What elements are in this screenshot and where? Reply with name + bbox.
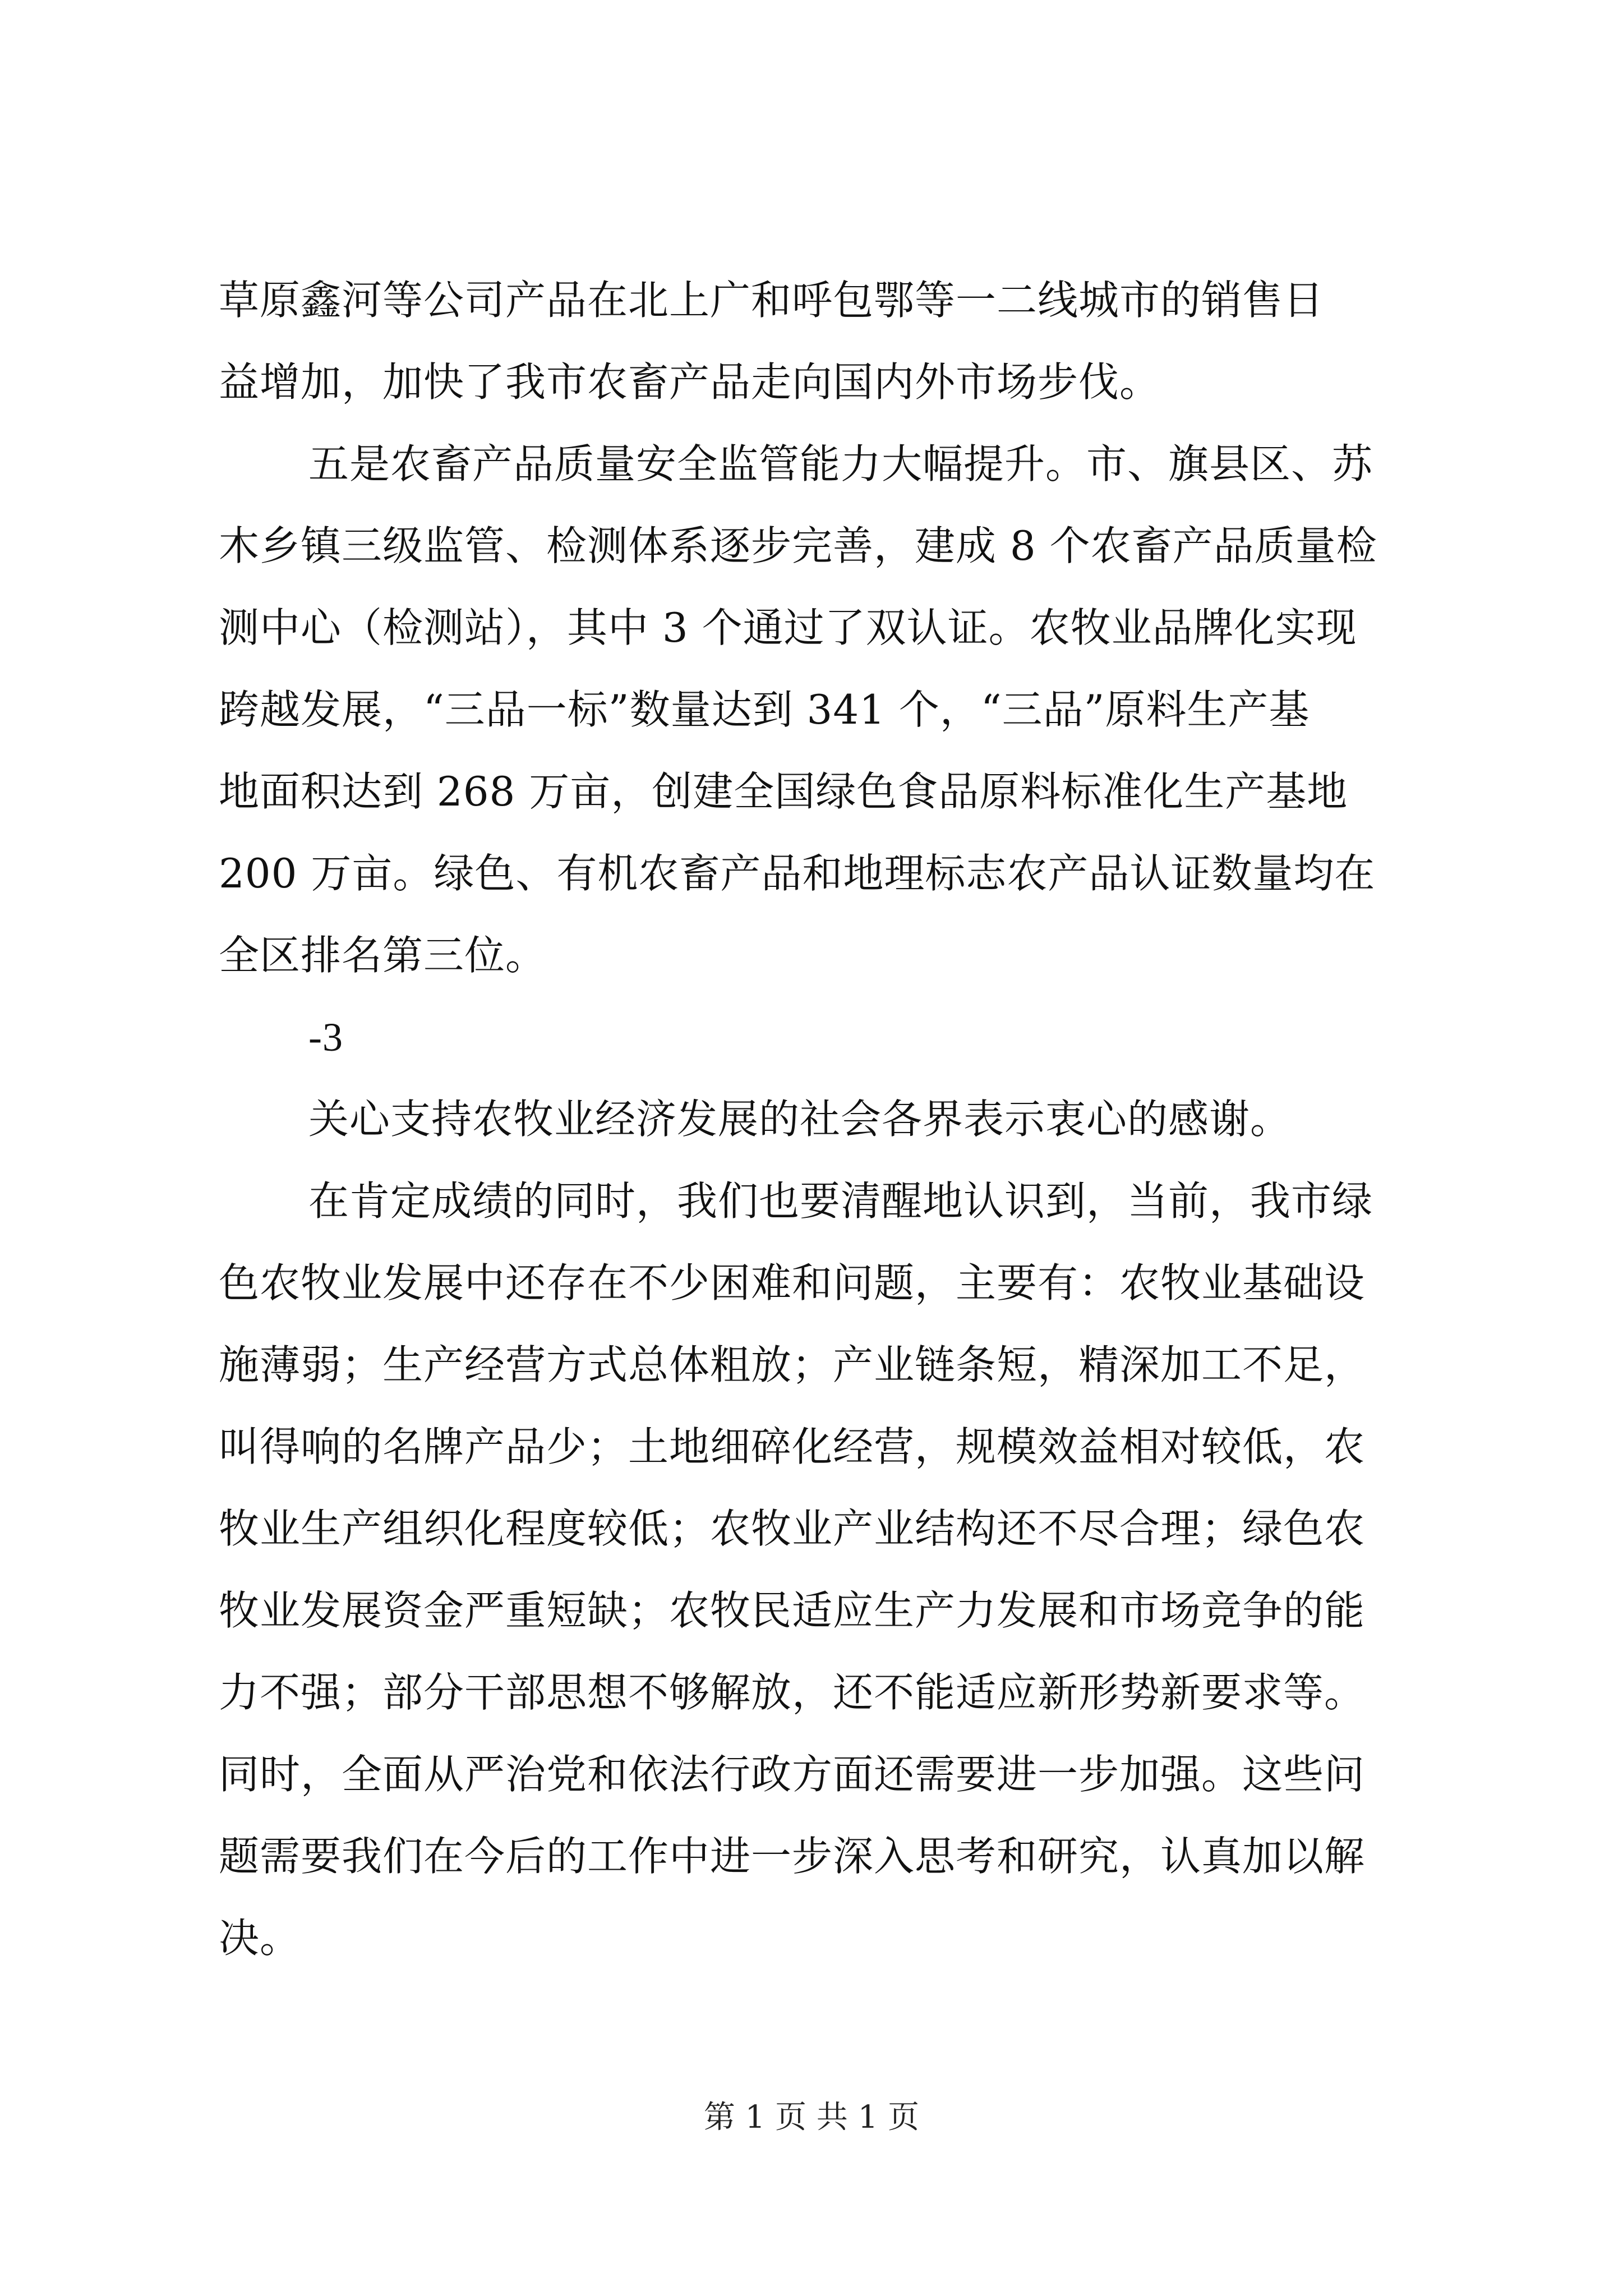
document-body	[219, 259, 1430, 1979]
paragraph-start-line: 关心支持农牧业经济发展的社会各界表示衷心的感谢。	[308, 1096, 1292, 1143]
text-line: 测中心（检测站），其中 3 个通过了双认证。农牧业品牌化实现	[219, 604, 1357, 651]
text-line: 地面积达到 268 万亩，创建全国绿色食品原料标准化生产基地	[219, 768, 1348, 815]
text-line: 益增加，加快了我市农畜产品走向国内外市场步伐。	[219, 358, 1161, 406]
text-line: 色农牧业发展中还存在不少困难和问题，主要有：农牧业基础设	[219, 1259, 1366, 1306]
inline-page-number: -3	[308, 1015, 343, 1060]
paragraph-start-line: 五是农畜产品质量安全监管能力大幅提升。市、旗县区、苏	[308, 440, 1373, 487]
page-footer: 第 1 页 共 1 页	[703, 2099, 920, 2136]
text-line: 全区排名第三位。	[219, 932, 547, 979]
text-line: 木乡镇三级监管、检测体系逐步完善，建成 8 个农畜产品质量检	[219, 522, 1377, 569]
paragraph-start-line: 在肯定成绩的同时，我们也要清醒地认识到，当前，我市绿	[308, 1177, 1373, 1225]
text-line: 同时，全面从严治党和依法行政方面还需要进一步加强。这些问	[219, 1751, 1366, 1798]
text-line: 决。	[219, 1915, 301, 1962]
text-line: 草原鑫河等公司产品在北上广和呼包鄂等一二线城市的销售日	[219, 277, 1325, 324]
text-line: 牧业发展资金严重短缺；农牧民适应生产力发展和市场竞争的能	[219, 1587, 1366, 1634]
text-line: 200 万亩。绿色、有机农畜产品和地理标志农产品认证数量均在	[219, 850, 1376, 897]
text-line: 跨越发展，“三品一标”数量达到 341 个，“三品”原料生产基	[219, 686, 1310, 733]
text-line: 叫得响的名牌产品少；土地细碎化经营，规模效益相对较低，农	[219, 1423, 1366, 1470]
text-line: 施薄弱；生产经营方式总体粗放；产业链条短，精深加工不足，	[219, 1341, 1366, 1388]
text-line: 题需要我们在今后的工作中进一步深入思考和研究，认真加以解	[219, 1833, 1366, 1880]
text-line: 力不强；部分干部思想不够解放，还不能适应新形势新要求等。	[219, 1669, 1366, 1716]
text-line: 牧业生产组织化程度较低；农牧业产业结构还不尽合理；绿色农	[219, 1505, 1366, 1552]
